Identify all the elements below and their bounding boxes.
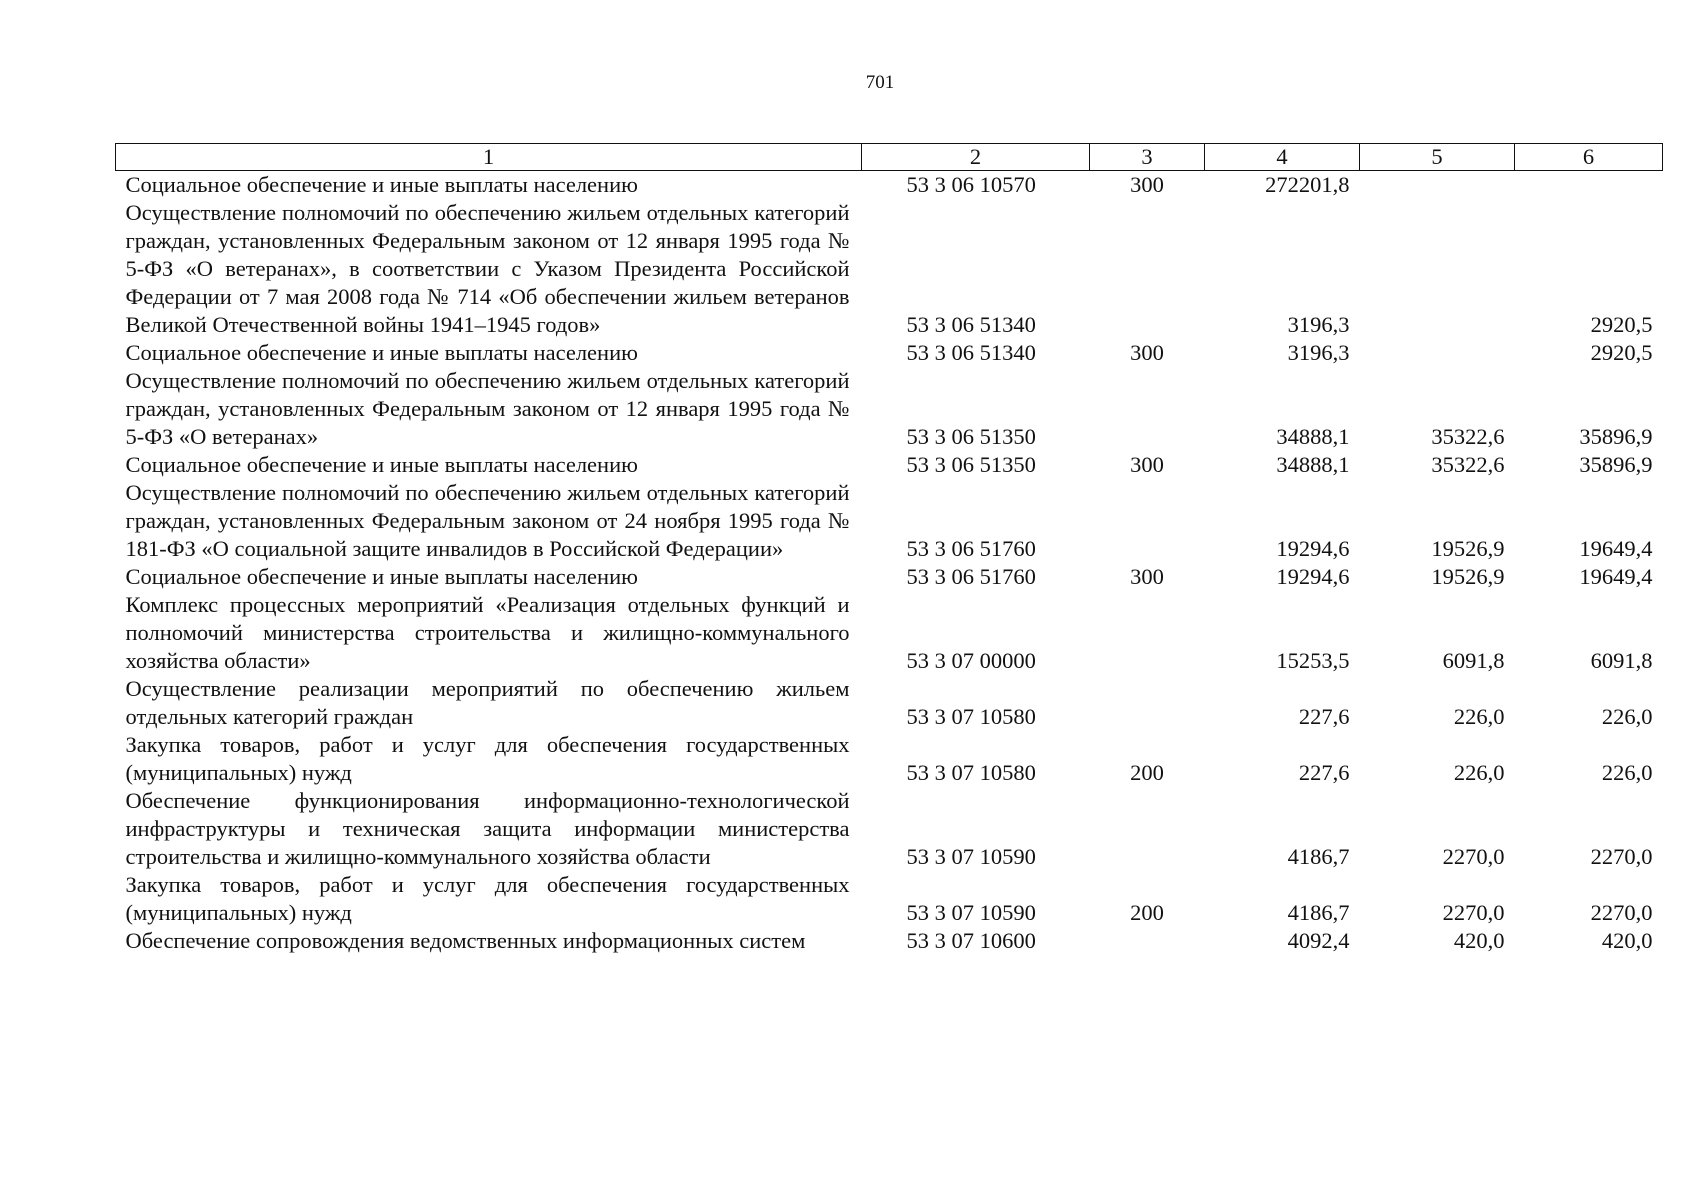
table-row	[116, 731, 1663, 787]
row-type	[1090, 367, 1205, 451]
header-col-1: 1	[116, 144, 862, 171]
row-value-6: 35896,9	[1579, 452, 1653, 477]
row-value-5: 19526,9	[1431, 564, 1505, 589]
row-code: 53 3 06 51340	[906, 340, 1036, 365]
row-name: Комплекс процессных мероприятий «Реализация отдельных функций и полномочий министерства строительства и жилищно-коммунального хозяйства области»	[125, 592, 850, 673]
table-row	[116, 591, 1663, 675]
table-row	[116, 675, 1663, 731]
table-row	[116, 339, 1663, 367]
row-value-6	[1515, 171, 1663, 200]
row-code: 53 3 06 51760	[906, 536, 1036, 561]
row-code: 53 3 06 51760	[906, 564, 1036, 589]
row-value-5: 226,0	[1453, 760, 1505, 785]
header-col-5: 5	[1360, 144, 1515, 171]
row-type: 300	[1130, 172, 1164, 197]
row-value-4: 34888,1	[1276, 452, 1350, 477]
row-value-5: 6091,8	[1442, 648, 1505, 673]
row-value-5	[1360, 339, 1515, 367]
row-code: 53 3 06 51350	[906, 424, 1036, 449]
row-value-6: 226,0	[1601, 704, 1653, 729]
row-code: 53 3 07 10580	[906, 704, 1036, 729]
row-type	[1090, 479, 1205, 563]
row-value-6: 19649,4	[1579, 536, 1653, 561]
row-value-4: 3196,3	[1287, 312, 1350, 337]
row-value-6: 226,0	[1601, 760, 1653, 785]
header-col-6: 6	[1515, 144, 1663, 171]
table-row	[116, 451, 1663, 479]
row-type	[1090, 675, 1205, 731]
row-value-4: 3196,3	[1287, 340, 1350, 365]
row-name: Социальное обеспечение и иные выплаты населению	[125, 172, 638, 197]
row-type	[1090, 199, 1205, 339]
row-value-6: 2270,0	[1590, 900, 1653, 925]
row-type: 300	[1130, 452, 1164, 477]
budget-table	[115, 143, 1663, 955]
header-col-2: 2	[862, 144, 1090, 171]
row-name: Обеспечение функционирования информационно-технологической инфраструктуры и техническая защита информации министерства строительства и жилищно-коммунального хозяйства области	[125, 788, 850, 869]
row-value-6: 19649,4	[1579, 564, 1653, 589]
row-value-4: 4186,7	[1287, 900, 1350, 925]
table-row	[116, 927, 1663, 955]
row-code: 53 3 06 10570	[906, 172, 1036, 197]
row-value-5: 2270,0	[1442, 900, 1505, 925]
table-row	[116, 563, 1663, 591]
row-value-4: 4092,4	[1287, 928, 1350, 953]
header-col-3: 3	[1090, 144, 1205, 171]
row-value-4: 19294,6	[1276, 536, 1350, 561]
row-name: Социальное обеспечение и иные выплаты населению	[125, 452, 638, 477]
row-value-5: 2270,0	[1442, 844, 1505, 869]
row-name: Социальное обеспечение и иные выплаты населению	[125, 340, 638, 365]
header-col-4: 4	[1205, 144, 1360, 171]
row-value-6: 6091,8	[1590, 648, 1653, 673]
row-value-5: 226,0	[1453, 704, 1505, 729]
row-name: Обеспечение сопровождения ведомственных информационных систем	[125, 928, 806, 953]
row-value-5: 35322,6	[1431, 452, 1505, 477]
row-value-6: 2920,5	[1590, 312, 1653, 337]
row-name: Осуществление реализации мероприятий по обеспечению жильем отдельных категорий граждан	[125, 676, 850, 729]
row-code: 53 3 06 51340	[906, 312, 1036, 337]
table-row	[116, 367, 1663, 451]
row-value-6: 420,0	[1601, 928, 1653, 953]
row-value-5	[1360, 199, 1515, 339]
row-type	[1090, 787, 1205, 871]
row-value-4: 227,6	[1298, 704, 1350, 729]
table-row	[116, 787, 1663, 871]
row-code: 53 3 06 51350	[906, 452, 1036, 477]
row-type	[1090, 927, 1205, 955]
row-type	[1090, 591, 1205, 675]
row-value-4: 272201,8	[1265, 172, 1350, 197]
table-header	[116, 144, 1663, 171]
row-code: 53 3 07 00000	[906, 648, 1036, 673]
row-value-5	[1360, 171, 1515, 200]
row-value-6: 35896,9	[1579, 424, 1653, 449]
row-value-5: 35322,6	[1431, 424, 1505, 449]
row-code: 53 3 07 10600	[906, 928, 1036, 953]
header-row	[116, 144, 1663, 171]
table-row	[116, 871, 1663, 927]
row-value-4: 19294,6	[1276, 564, 1350, 589]
row-name: Осуществление полномочий по обеспечению жильем отдельных категорий граждан, установленных Федеральным законом от 12 января 1995 года № 5-ФЗ «О ветеранах», в соответствии с Указом Президента Российской Федерации от 7 мая 2008 года № 714 «Об обеспечении жильем ветеранов Великой Отечественной войны 1941–1945 годов»	[125, 200, 850, 337]
page-number: 701	[865, 72, 895, 93]
row-value-5: 19526,9	[1431, 536, 1505, 561]
row-name: Закупка товаров, работ и услуг для обеспечения государственных (муниципальных) нужд	[125, 872, 850, 925]
row-code: 53 3 07 10590	[906, 844, 1036, 869]
row-value-6: 2270,0	[1590, 844, 1653, 869]
row-name: Осуществление полномочий по обеспечению жильем отдельных категорий граждан, установленных Федеральным законом от 24 ноября 1995 года № 181-ФЗ «О социальной защите инвалидов в Российской Федерации»	[125, 480, 850, 561]
row-code: 53 3 07 10590	[906, 900, 1036, 925]
row-value-5: 420,0	[1453, 928, 1505, 953]
row-value-4: 227,6	[1298, 760, 1350, 785]
row-name: Социальное обеспечение и иные выплаты населению	[125, 564, 638, 589]
row-type: 200	[1130, 900, 1164, 925]
row-value-4: 34888,1	[1276, 424, 1350, 449]
row-value-6: 2920,5	[1590, 340, 1653, 365]
row-name: Закупка товаров, работ и услуг для обеспечения государственных (муниципальных) нужд	[125, 732, 850, 785]
table-row	[116, 171, 1663, 200]
row-value-4: 4186,7	[1287, 844, 1350, 869]
table-row	[116, 199, 1663, 339]
row-code: 53 3 07 10580	[906, 760, 1036, 785]
row-type: 200	[1130, 760, 1164, 785]
row-type: 300	[1130, 564, 1164, 589]
table-body	[116, 171, 1663, 956]
row-value-4: 15253,5	[1276, 648, 1350, 673]
table-row	[116, 479, 1663, 563]
row-name: Осуществление полномочий по обеспечению жильем отдельных категорий граждан, установленных Федеральным законом от 12 января 1995 года № 5-ФЗ «О ветеранах»	[125, 368, 850, 449]
row-type: 300	[1130, 340, 1164, 365]
